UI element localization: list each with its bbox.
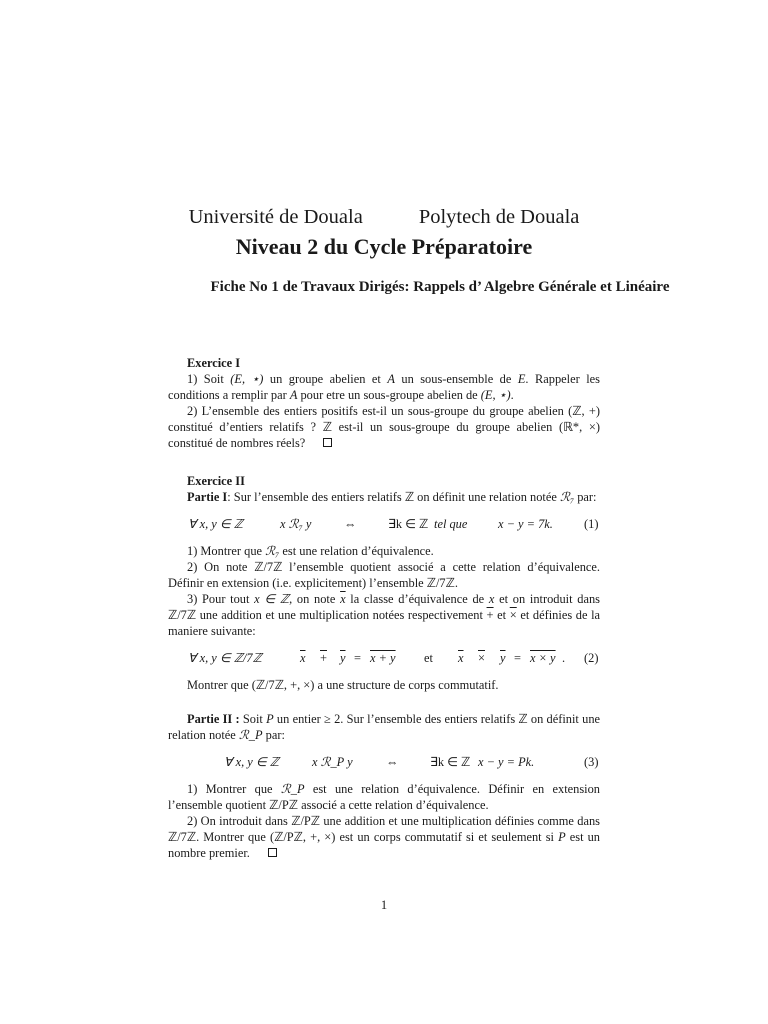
exercise-1-question-2: 2) L’ensemble des entiers positifs est-il un sous-groupe du groupe abelien (ℤ, +) constitué d’entiers relatifs ? ℤ est-il un sous-groupe du groupe abelien (ℝ*, ×) constitué de nombres réels? — [168, 404, 600, 450]
equation-2: ∀ x, y ∈ ℤ/7ℤ $\overline{x}$ + $\overline{y}$ = x + y et $\overline{x}$ × $\overline{y}$ = x × y . (2) — [188, 651, 599, 665]
sheet-title: Fiche No 1 de Travaux Dirigés: Rappels d’ Algebre Générale et Linéaire — [210, 279, 670, 295]
exercise-2-title: Exercice II — [187, 474, 245, 488]
header-institutions — [0, 206, 768, 229]
university-name: Université de Douala — [188, 206, 363, 228]
part-1-question-1: 1) Montrer que ℛ₇ est une relation d’équivalence. — [187, 544, 434, 558]
qed-square-icon — [268, 848, 277, 857]
part-1-question-3: 3) Pour tout x ∈ ℤ, on note $\overline{x}$ la classe d’équivalence de x et on introduit dans ℤ/7ℤ une addition et une multiplication notées respectivement + et × et définies de la maniere suivante: — [168, 592, 601, 638]
qed-square-icon — [323, 438, 332, 447]
part-2-intro: Partie II : Soit P un entier ≥ 2. Sur l’ensemble des entiers relatifs ℤ on définit une relation notée ℛ_P par: — [168, 712, 601, 742]
exercise-1-title: Exercice I — [187, 356, 241, 370]
part-2-question-2: 2) On introduit dans ℤ/Pℤ une addition et une multiplication définies comme dans ℤ/7ℤ. Montrer que (ℤ/Pℤ, +, ×) est un corps commutatif si et seulement si P est un nombre premier. — [168, 814, 601, 860]
exercise-2 — [168, 473, 600, 861]
equation-3: ∀ x, y ∈ ℤ x ℛ_P y ⇔ ∃k ∈ ℤ x − y = Pk. (3) — [224, 755, 599, 769]
equation-1: ∀ x, y ∈ ℤ x ℛ₇ y ⇔ ∃k ∈ ℤ tel que x − y = 7k. (1) — [188, 517, 599, 531]
exercise-1-question-1: 1) Soit (E, ⋆) un groupe abelien et A un sous-ensemble de E. Rappeler les conditions a remplir par A pour etre un sous-groupe abelien de (E, ⋆). — [168, 372, 600, 402]
exercise-1 — [168, 355, 600, 451]
part-1-question-2: 2) On note ℤ/7ℤ l’ensemble quotient associé a cette relation d’équivalence. Définir en extension (i.e. explicitement) l’ensemble ℤ/7ℤ. — [168, 560, 600, 590]
page-number: 1 — [380, 898, 388, 912]
part-1-show-field: Montrer que (ℤ/7ℤ, +, ×) a une structure de corps commutatif. — [187, 678, 499, 692]
school-name: Polytech de Douala — [418, 206, 580, 228]
part-2-question-1: 1) Montrer que ℛ_P est une relation d’équivalence. Définir en extension l’ensemble quotient ℤ/Pℤ associé a cette relation d’équivalence. — [168, 782, 600, 812]
part-1-intro: Partie I: Sur l’ensemble des entiers relatifs ℤ on définit une relation notée ℛ₇ par: — [187, 490, 597, 504]
level-title: Niveau 2 du Cycle Préparatoire — [235, 234, 533, 259]
